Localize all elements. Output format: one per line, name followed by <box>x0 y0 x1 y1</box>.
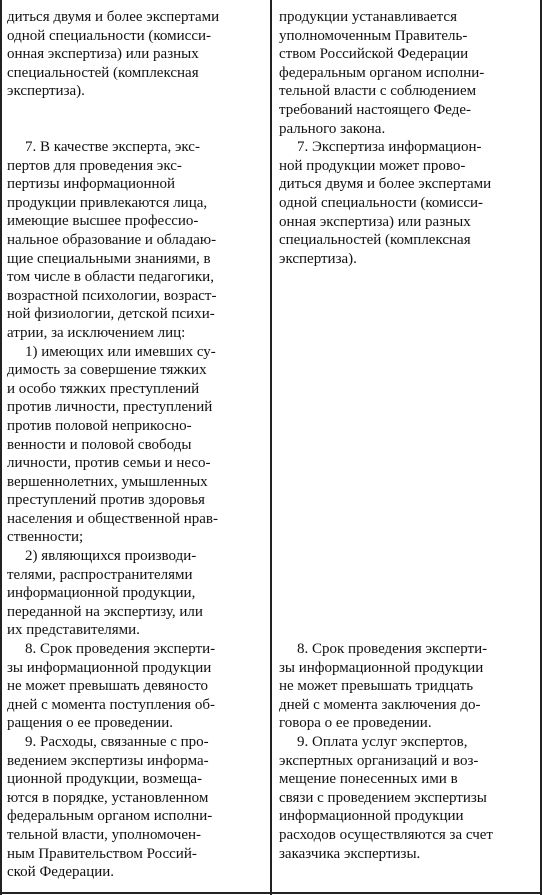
text-line: димость за совершение тяжких <box>7 362 207 379</box>
table-border-left <box>0 0 2 895</box>
text-line: одной специальности (комисси- <box>7 27 212 44</box>
text-line: ством Российской Федерации <box>279 46 469 63</box>
text-line: расходов осуществляются за счет <box>279 826 493 843</box>
text-line: говора о ее проведении. <box>279 715 432 732</box>
text-line: населения и общественной нрав- <box>7 510 218 527</box>
text-line: зы информационной продукции <box>279 659 484 676</box>
text-line: экспертных организаций и воз- <box>279 752 479 769</box>
text-line: том числе в области педагогики, <box>7 269 214 286</box>
text-line: пертизы информационной <box>7 176 176 193</box>
text-line: дней с момента поступления об- <box>7 696 215 713</box>
text-block-right-continued <box>279 8 531 268</box>
text-line: продукции устанавливается <box>279 9 457 25</box>
text-line: не может превышать девяносто <box>7 678 208 695</box>
table-column-divider <box>270 0 272 895</box>
text-line: переданной на экспертизу, или <box>7 603 203 620</box>
text-line: венности и половой свободы <box>7 436 192 453</box>
text-line: 8. Срок проведения эксперти- <box>297 641 488 657</box>
text-line: нальное образование и обладаю- <box>7 231 217 248</box>
text-line: ционной продукции, возмеща- <box>7 771 203 788</box>
text-line: вершеннолетних, умышленных <box>7 473 208 490</box>
text-line: продукции привлекаются лица, <box>7 194 208 211</box>
text-line: специальностей (комплексная <box>7 64 199 81</box>
text-line: возрастной психологии, возраст- <box>7 287 217 304</box>
text-line: 7. Экспертиза информацион- <box>297 139 482 156</box>
text-line: тельной власти с соблюдением <box>279 83 477 100</box>
text-line: имеющие высшее профессио- <box>7 213 199 230</box>
text-line: федеральным органом исполни- <box>7 808 213 825</box>
text-line: ственности; <box>7 529 84 546</box>
text-line: 9. Расходы, связанные с про- <box>25 734 209 750</box>
text-block-right-item-8 <box>279 640 531 863</box>
text-block-left-continued <box>7 8 259 101</box>
text-line: преступлений против здоровья <box>7 492 205 509</box>
text-line: личности, против семьи и несо- <box>7 455 211 472</box>
text-line: уполномоченным Правитель- <box>279 27 468 44</box>
text-line: информационной продукции, <box>7 585 196 602</box>
text-line: ной продукции может прово- <box>279 157 466 174</box>
text-line: 2) являющихся производи- <box>25 548 197 565</box>
text-line: одной специальности (комисси- <box>279 194 484 211</box>
text-line: онная экспертиза) или разных <box>279 213 471 230</box>
text-line: ведением экспертизы информа- <box>7 752 209 769</box>
text-line: ются в порядке, установленном <box>7 789 209 806</box>
text-line: заказчика экспертизы. <box>279 845 421 862</box>
text-line: ращения о ее проведении. <box>7 715 173 732</box>
text-line: ной физиологии, детской психи- <box>7 306 215 323</box>
text-line: атрии, за исключением лиц: <box>7 324 186 341</box>
text-line: зы информационной продукции <box>7 659 212 676</box>
text-line: связи с проведением экспертизы <box>279 789 487 806</box>
text-line: против половой неприкосно- <box>7 417 192 434</box>
text-line: требований настоящего Феде- <box>279 101 472 118</box>
text-line: не может превышать тридцать <box>279 678 474 695</box>
text-line: экспертиза). <box>279 250 357 267</box>
text-line: информационной продукции <box>279 808 464 825</box>
text-line: 8. Срок проведения эксперти- <box>25 641 216 658</box>
text-line: диться двумя и более экспертами <box>279 176 492 193</box>
text-line: специальностей (комплексная <box>279 232 471 249</box>
text-line: ным Правительством Россий- <box>7 845 197 862</box>
text-line: пертов для проведения экс- <box>7 157 182 174</box>
text-line: федеральным органом исполни- <box>279 64 485 81</box>
text-line: 9. Оплата услуг экспертов, <box>297 733 468 750</box>
text-line: 1) имеющих или имевших су- <box>25 343 216 360</box>
text-line: экспертиза). <box>7 83 85 100</box>
text-line: их представителями. <box>7 622 140 639</box>
text-line: ской Федерации. <box>7 864 115 881</box>
text-line: тельной власти, уполномочен- <box>7 826 201 843</box>
text-block-left-item-7 <box>7 138 259 882</box>
text-line: против личности, преступлений <box>7 399 213 416</box>
text-line: диться двумя и более экспертами <box>7 9 220 25</box>
text-line: щие специальными знаниями, в <box>7 250 211 267</box>
text-line: онная экспертиза) или разных <box>7 46 199 63</box>
text-line: дней с момента заключения до- <box>279 696 481 713</box>
text-line: и особо тяжких преступлений <box>7 380 200 397</box>
text-line: телями, распространителями <box>7 566 193 583</box>
text-line: мещение понесенных ими в <box>279 771 458 788</box>
table-border-bottom <box>0 892 542 894</box>
text-line: 7. В качестве эксперта, экс- <box>25 139 200 155</box>
text-line: рального закона. <box>279 120 386 137</box>
